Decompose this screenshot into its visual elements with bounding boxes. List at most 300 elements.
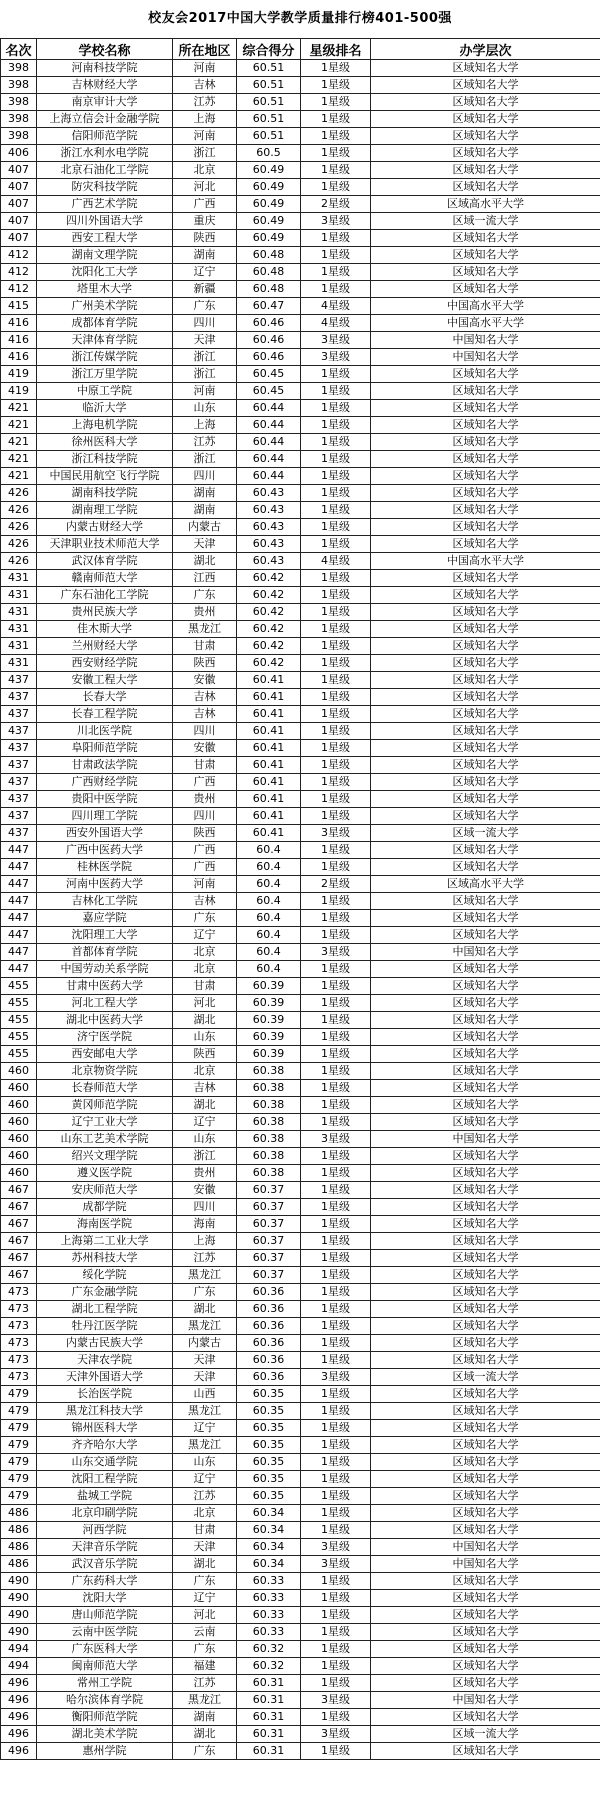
score-cell: 60.34 [237,1556,301,1573]
region-cell: 浙江 [173,451,237,468]
rank-cell: 467 [1,1233,37,1250]
table-row [1,961,600,978]
school-name-cell: 成都体育学院 [37,315,173,332]
score-cell: 60.4 [237,927,301,944]
region-cell: 吉林 [173,893,237,910]
region-cell: 陕西 [173,1046,237,1063]
school-name-cell: 黑龙江科技大学 [37,1403,173,1420]
region-cell: 湖南 [173,502,237,519]
school-name-cell: 湖北中医药大学 [37,1012,173,1029]
score-cell: 60.44 [237,417,301,434]
region-cell: 广西 [173,774,237,791]
school-level-cell: 区域知名大学 [371,842,600,859]
star-rank-cell: 3星级 [301,825,371,842]
table-row [1,1386,600,1403]
school-name-cell: 天津职业技术师范大学 [37,536,173,553]
rank-cell: 479 [1,1454,37,1471]
region-cell: 四川 [173,808,237,825]
rank-cell: 479 [1,1437,37,1454]
table-row [1,1250,600,1267]
region-cell: 吉林 [173,706,237,723]
score-cell: 60.39 [237,995,301,1012]
region-cell: 辽宁 [173,1420,237,1437]
score-cell: 60.48 [237,247,301,264]
school-name-cell: 苏州科技大学 [37,1250,173,1267]
star-rank-cell: 1星级 [301,417,371,434]
star-rank-cell: 3星级 [301,213,371,230]
region-cell: 山东 [173,1454,237,1471]
star-rank-cell: 1星级 [301,1590,371,1607]
school-level-cell: 区域高水平大学 [371,196,600,213]
star-rank-cell: 1星级 [301,1352,371,1369]
rank-cell: 426 [1,485,37,502]
school-name-cell: 惠州学院 [37,1743,173,1760]
star-rank-cell: 3星级 [301,1692,371,1709]
score-cell: 60.31 [237,1743,301,1760]
school-name-cell: 天津农学院 [37,1352,173,1369]
rank-cell: 460 [1,1131,37,1148]
star-rank-cell: 1星级 [301,1420,371,1437]
school-level-cell: 区域知名大学 [371,1403,600,1420]
school-level-cell: 区域知名大学 [371,1522,600,1539]
star-rank-cell: 1星级 [301,1675,371,1692]
score-cell: 60.46 [237,332,301,349]
rank-cell: 437 [1,740,37,757]
star-rank-cell: 1星级 [301,689,371,706]
region-cell: 甘肃 [173,1522,237,1539]
school-name-cell: 首都体育学院 [37,944,173,961]
region-cell: 广东 [173,1641,237,1658]
star-rank-cell: 1星级 [301,1522,371,1539]
score-cell: 60.33 [237,1624,301,1641]
table-row [1,553,600,570]
school-name-cell: 桂林医学院 [37,859,173,876]
table-row [1,1131,600,1148]
star-rank-cell: 3星级 [301,1556,371,1573]
star-rank-cell: 1星级 [301,1046,371,1063]
score-cell: 60.35 [237,1437,301,1454]
rank-cell: 412 [1,281,37,298]
school-level-cell: 区域知名大学 [371,1590,600,1607]
score-cell: 60.36 [237,1352,301,1369]
school-name-cell: 浙江传媒学院 [37,349,173,366]
table-row [1,1726,600,1743]
table-row [1,111,600,128]
rank-cell: 437 [1,672,37,689]
score-cell: 60.48 [237,264,301,281]
school-level-cell: 区域一流大学 [371,825,600,842]
school-name-cell: 上海电机学院 [37,417,173,434]
rank-cell: 467 [1,1267,37,1284]
rank-cell: 421 [1,417,37,434]
score-cell: 60.46 [237,349,301,366]
star-rank-cell: 1星级 [301,842,371,859]
region-cell: 天津 [173,1352,237,1369]
school-name-cell: 长春工程学院 [37,706,173,723]
table-row [1,1607,600,1624]
school-level-cell: 区域知名大学 [371,791,600,808]
table-row [1,77,600,94]
score-cell: 60.31 [237,1726,301,1743]
table-row [1,825,600,842]
region-cell: 湖北 [173,1012,237,1029]
table-row [1,196,600,213]
school-level-cell: 区域知名大学 [371,536,600,553]
score-cell: 60.41 [237,740,301,757]
region-cell: 新疆 [173,281,237,298]
rank-cell: 490 [1,1573,37,1590]
rank-cell: 455 [1,1046,37,1063]
star-rank-cell: 1星级 [301,927,371,944]
region-cell: 浙江 [173,366,237,383]
star-rank-cell: 1星级 [301,366,371,383]
school-name-cell: 川北医学院 [37,723,173,740]
score-cell: 60.36 [237,1301,301,1318]
school-name-cell: 河南中医药大学 [37,876,173,893]
school-level-cell: 区域知名大学 [371,1624,600,1641]
star-rank-cell: 1星级 [301,1471,371,1488]
school-level-cell: 区域知名大学 [371,128,600,145]
school-name-cell: 锦州医科大学 [37,1420,173,1437]
table-row [1,1743,600,1760]
school-level-cell: 区域一流大学 [371,1726,600,1743]
table-row [1,264,600,281]
school-level-cell: 区域知名大学 [371,808,600,825]
region-cell: 江苏 [173,94,237,111]
score-cell: 60.38 [237,1080,301,1097]
region-cell: 江西 [173,570,237,587]
school-name-cell: 北京石油化工学院 [37,162,173,179]
school-level-cell: 区域知名大学 [371,1029,600,1046]
table-row [1,1590,600,1607]
star-rank-cell: 1星级 [301,1199,371,1216]
school-name-cell: 成都学院 [37,1199,173,1216]
region-cell: 江苏 [173,434,237,451]
star-rank-cell: 1星级 [301,1386,371,1403]
score-cell: 60.41 [237,723,301,740]
region-cell: 湖南 [173,1709,237,1726]
table-row [1,1488,600,1505]
region-cell: 北京 [173,961,237,978]
table-row [1,570,600,587]
star-rank-cell: 1星级 [301,910,371,927]
school-name-cell: 北京物资学院 [37,1063,173,1080]
rank-cell: 447 [1,944,37,961]
region-cell: 湖北 [173,1726,237,1743]
table-row [1,128,600,145]
school-name-cell: 湖北美术学院 [37,1726,173,1743]
score-cell: 60.51 [237,111,301,128]
school-level-cell: 区域知名大学 [371,1080,600,1097]
table-row [1,995,600,1012]
table-row [1,451,600,468]
school-level-cell: 区域知名大学 [371,281,600,298]
region-cell: 江苏 [173,1250,237,1267]
star-rank-cell: 1星级 [301,1403,371,1420]
school-level-cell: 中国知名大学 [371,332,600,349]
table-row [1,1437,600,1454]
score-cell: 60.36 [237,1284,301,1301]
rank-cell: 398 [1,77,37,94]
school-name-cell: 湖南理工学院 [37,502,173,519]
table-row [1,1709,600,1726]
rank-cell: 460 [1,1165,37,1182]
school-name-cell: 南京审计大学 [37,94,173,111]
table-row [1,1012,600,1029]
table-row [1,1556,600,1573]
star-rank-cell: 3星级 [301,332,371,349]
region-cell: 内蒙古 [173,519,237,536]
school-name-cell: 衡阳师范学院 [37,1709,173,1726]
region-cell: 山东 [173,1029,237,1046]
star-rank-cell: 1星级 [301,1029,371,1046]
star-rank-cell: 1星级 [301,1097,371,1114]
region-cell: 河南 [173,383,237,400]
school-level-cell: 区域知名大学 [371,927,600,944]
region-cell: 广西 [173,859,237,876]
star-rank-cell: 1星级 [301,1012,371,1029]
page-title: 校友会2017中国大学教学质量排行榜401-500强 [148,11,452,26]
table-row [1,791,600,808]
rank-cell: 460 [1,1080,37,1097]
table-row [1,1318,600,1335]
region-cell: 吉林 [173,1080,237,1097]
school-level-cell: 区域知名大学 [371,723,600,740]
score-cell: 60.4 [237,859,301,876]
table-row [1,536,600,553]
header-star-rank: 星级排名 [301,39,371,60]
region-cell: 北京 [173,1505,237,1522]
school-name-cell: 赣南师范大学 [37,570,173,587]
score-cell: 60.36 [237,1369,301,1386]
school-level-cell: 区域知名大学 [371,1573,600,1590]
region-cell: 辽宁 [173,1114,237,1131]
star-rank-cell: 3星级 [301,1131,371,1148]
region-cell: 湖北 [173,553,237,570]
table-row [1,94,600,111]
table-row [1,927,600,944]
star-rank-cell: 1星级 [301,1114,371,1131]
school-name-cell: 西安财经学院 [37,655,173,672]
school-name-cell: 遵义医学院 [37,1165,173,1182]
school-name-cell: 贵阳中医学院 [37,791,173,808]
school-name-cell: 安徽工程大学 [37,672,173,689]
rank-cell: 479 [1,1488,37,1505]
school-level-cell: 区域知名大学 [371,1488,600,1505]
school-name-cell: 浙江水利水电学院 [37,145,173,162]
school-level-cell: 区域知名大学 [371,1165,600,1182]
school-name-cell: 贵州民族大学 [37,604,173,621]
region-cell: 辽宁 [173,1471,237,1488]
rank-cell: 473 [1,1335,37,1352]
school-level-cell: 区域知名大学 [371,604,600,621]
score-cell: 60.37 [237,1250,301,1267]
score-cell: 60.42 [237,587,301,604]
school-name-cell: 内蒙古民族大学 [37,1335,173,1352]
school-level-cell: 区域知名大学 [371,689,600,706]
star-rank-cell: 4星级 [301,553,371,570]
star-rank-cell: 1星级 [301,1658,371,1675]
rank-cell: 437 [1,808,37,825]
school-name-cell: 湖南科技学院 [37,485,173,502]
school-level-cell: 区域知名大学 [371,655,600,672]
score-cell: 60.41 [237,825,301,842]
rank-cell: 479 [1,1420,37,1437]
star-rank-cell: 3星级 [301,1539,371,1556]
ranking-table [0,38,600,1760]
rank-cell: 431 [1,621,37,638]
score-cell: 60.39 [237,1012,301,1029]
region-cell: 辽宁 [173,264,237,281]
table-row [1,383,600,400]
score-cell: 60.35 [237,1403,301,1420]
region-cell: 湖南 [173,485,237,502]
school-level-cell: 区域一流大学 [371,1369,600,1386]
score-cell: 60.51 [237,60,301,77]
table-row [1,213,600,230]
score-cell: 60.4 [237,944,301,961]
rank-cell: 460 [1,1148,37,1165]
star-rank-cell: 1星级 [301,230,371,247]
school-level-cell: 区域知名大学 [371,485,600,502]
school-level-cell: 中国知名大学 [371,1539,600,1556]
star-rank-cell: 1星级 [301,570,371,587]
table-row [1,978,600,995]
school-name-cell: 山东交通学院 [37,1454,173,1471]
star-rank-cell: 1星级 [301,1488,371,1505]
rank-cell: 473 [1,1352,37,1369]
school-level-cell: 区域知名大学 [371,179,600,196]
region-cell: 广东 [173,910,237,927]
region-cell: 天津 [173,332,237,349]
rank-cell: 496 [1,1692,37,1709]
table-row [1,1301,600,1318]
rank-cell: 421 [1,400,37,417]
rank-cell: 447 [1,927,37,944]
score-cell: 60.49 [237,196,301,213]
score-cell: 60.49 [237,230,301,247]
school-level-cell: 区域知名大学 [371,247,600,264]
header-rank: 名次 [1,39,37,60]
star-rank-cell: 1星级 [301,655,371,672]
region-cell: 广西 [173,196,237,213]
rank-cell: 398 [1,128,37,145]
region-cell: 吉林 [173,689,237,706]
star-rank-cell: 1星级 [301,1301,371,1318]
school-level-cell: 区域知名大学 [371,1301,600,1318]
star-rank-cell: 1星级 [301,774,371,791]
school-name-cell: 海南医学院 [37,1216,173,1233]
rank-cell: 460 [1,1097,37,1114]
region-cell: 重庆 [173,213,237,230]
score-cell: 60.43 [237,536,301,553]
table-row [1,468,600,485]
score-cell: 60.44 [237,451,301,468]
table-row [1,1522,600,1539]
region-cell: 广西 [173,842,237,859]
rank-cell: 486 [1,1556,37,1573]
star-rank-cell: 1星级 [301,111,371,128]
rank-cell: 412 [1,264,37,281]
rank-cell: 431 [1,570,37,587]
star-rank-cell: 1星级 [301,1267,371,1284]
school-name-cell: 沈阳化工大学 [37,264,173,281]
score-cell: 60.37 [237,1199,301,1216]
region-cell: 河北 [173,1607,237,1624]
school-level-cell: 区域知名大学 [371,1046,600,1063]
rank-cell: 496 [1,1726,37,1743]
score-cell: 60.45 [237,383,301,400]
table-row [1,1182,600,1199]
region-cell: 辽宁 [173,1590,237,1607]
star-rank-cell: 1星级 [301,723,371,740]
star-rank-cell: 1星级 [301,485,371,502]
region-cell: 贵州 [173,1165,237,1182]
school-level-cell: 区域知名大学 [371,434,600,451]
region-cell: 陕西 [173,230,237,247]
score-cell: 60.36 [237,1335,301,1352]
table-row [1,1046,600,1063]
school-level-cell: 区域知名大学 [371,1267,600,1284]
school-name-cell: 甘肃中医药大学 [37,978,173,995]
rank-cell: 460 [1,1063,37,1080]
table-row [1,1216,600,1233]
rank-cell: 416 [1,315,37,332]
score-cell: 60.35 [237,1488,301,1505]
star-rank-cell: 1星级 [301,808,371,825]
table-row [1,519,600,536]
rank-cell: 421 [1,468,37,485]
star-rank-cell: 1星级 [301,1216,371,1233]
star-rank-cell: 1星级 [301,1318,371,1335]
school-level-cell: 区域知名大学 [371,859,600,876]
rank-cell: 486 [1,1539,37,1556]
school-name-cell: 广州美术学院 [37,298,173,315]
school-level-cell: 区域知名大学 [371,672,600,689]
star-rank-cell: 1星级 [301,1607,371,1624]
school-name-cell: 中原工学院 [37,383,173,400]
region-cell: 安徽 [173,1182,237,1199]
school-level-cell: 区域知名大学 [371,961,600,978]
table-row [1,502,600,519]
school-level-cell: 区域一流大学 [371,213,600,230]
school-level-cell: 区域知名大学 [371,1505,600,1522]
region-cell: 浙江 [173,349,237,366]
rank-cell: 415 [1,298,37,315]
rank-cell: 473 [1,1301,37,1318]
rank-cell: 407 [1,213,37,230]
region-cell: 浙江 [173,1148,237,1165]
rank-cell: 421 [1,434,37,451]
score-cell: 60.51 [237,128,301,145]
star-rank-cell: 1星级 [301,94,371,111]
rank-cell: 412 [1,247,37,264]
rank-cell: 437 [1,757,37,774]
school-name-cell: 西安工程大学 [37,230,173,247]
score-cell: 60.35 [237,1386,301,1403]
table-row [1,859,600,876]
score-cell: 60.49 [237,213,301,230]
star-rank-cell: 1星级 [301,536,371,553]
rank-cell: 447 [1,876,37,893]
star-rank-cell: 1星级 [301,604,371,621]
school-level-cell: 区域知名大学 [371,706,600,723]
school-name-cell: 山东工艺美术学院 [37,1131,173,1148]
table-row [1,1420,600,1437]
rank-cell: 479 [1,1403,37,1420]
school-level-cell: 区域知名大学 [371,740,600,757]
table-row [1,1369,600,1386]
